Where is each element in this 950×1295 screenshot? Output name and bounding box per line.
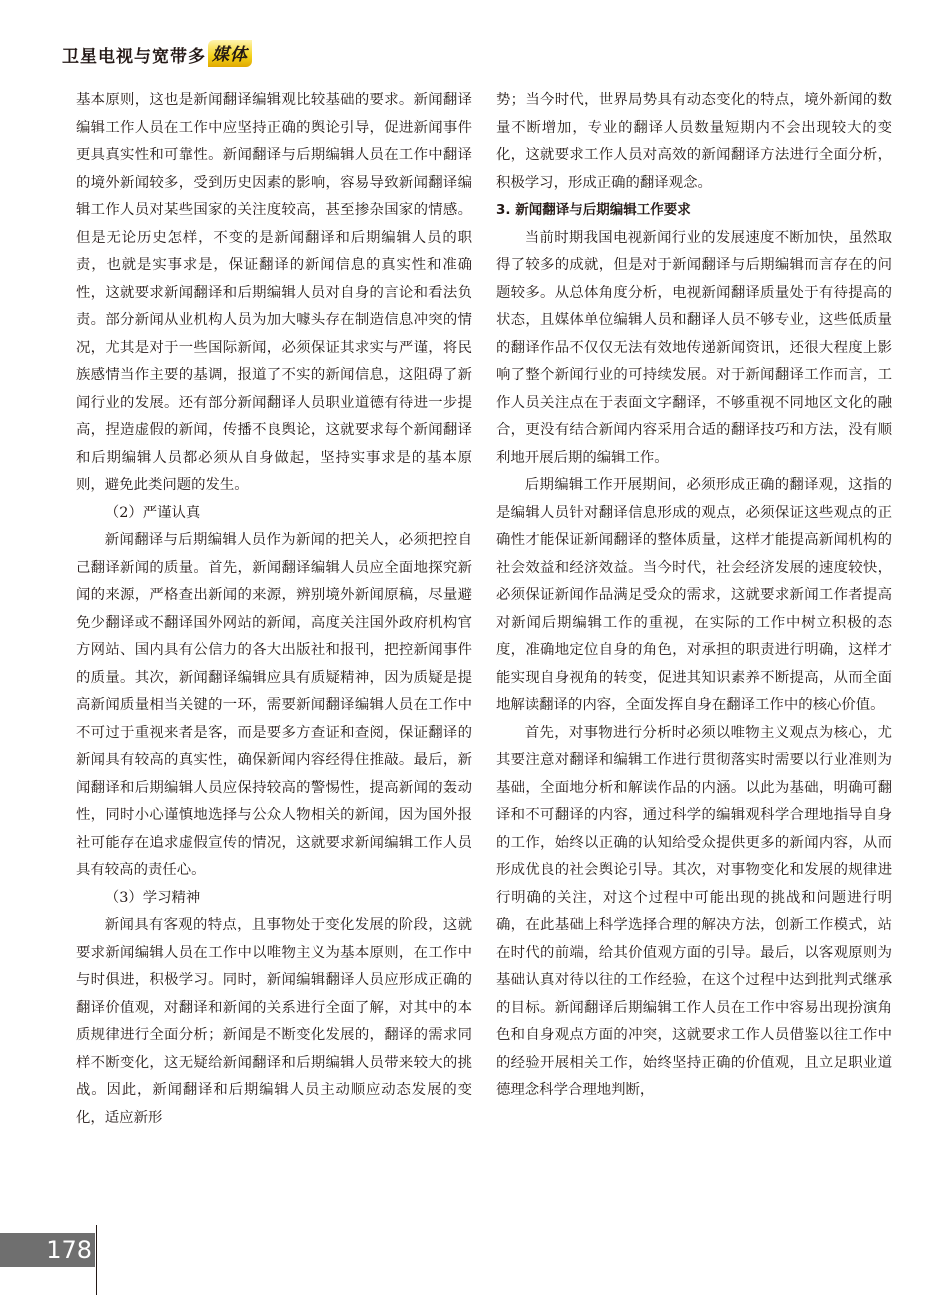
journal-header (62, 40, 252, 67)
journal-title: 卫星电视与宽带多 (62, 47, 206, 67)
left-paragraph-1: 基本原则，这也是新闻翻译编辑观比较基础的要求。新闻翻译编辑工作人员在工作中应坚持正确的舆论引导，促进新闻事件更具真实性和可靠性。新闻翻译与后期编辑人员在工作中翻译的境外新闻较多，受到历史因素的影响，容易导致新闻翻译编辑工作人员对某些国家的关注度较高，甚至掺杂国家的情感。但是无论历史怎样，不变的是新闻翻译和后期编辑人员的职责，也就是实事求是，保证翻译的新闻信息的真实性和准确性，这就要求新闻翻译和后期编辑人员对自身的言论和看法负责。部分新闻从业机构人员为加大噱头存在制造信息冲突的情况，尤其是对于一些国际新闻，必须保证其求实与严谨，将民族感情当作主要的基调，报道了不实的新闻信息，这阻碍了新闻行业的发展。还有部分新闻翻译人员职业道德有待进一步提高，捏造虚假的新闻，传播不良舆论，这就要求每个新闻翻译和后期编辑人员都必须从自身做起，坚持实事求是的基本原则，避免此类问题的发生。 (76, 92, 472, 493)
page-number: 178 (46, 1236, 92, 1264)
left-paragraph-2: 新闻翻译与后期编辑人员作为新闻的把关人，必须把控自己翻译新闻的质量。首先，新闻翻译编辑人员应全面地探究新闻的来源，严格查出新闻的来源，辨别境外新闻原稿，尽量避免少翻译或不翻译国外网站的新闻，高度关注国外政府机构官方网站、国内具有公信力的各大出版社和报刊，把控新闻事件的质量。其次，新闻翻译编辑应具有质疑精神，因为质疑是提高新闻质量相当关键的一环，需要新闻翻译编辑人员在工作中不可过于重视来者是客，而是要多方查证和查阅，保证翻译的新闻具有较高的真实性，确保新闻内容经得住推敲。最后，新闻翻译和后期编辑人员应保持较高的警惕性，提高新闻的轰动性，同时小心谨慎地选择与公众人物相关的新闻，因为国外报社可能存在追求虚假宣传的情况，这就要求新闻编辑工作人员具有较高的责任心。 (76, 532, 472, 878)
page-number-tab (0, 1233, 95, 1267)
left-paragraph-3: 新闻具有客观的特点，且事物处于变化发展的阶段，这就要求新闻编辑人员在工作中以唯物主义为基本原则，在工作中与时俱进，积极学习。同时，新闻编辑翻译人员应形成正确的翻译价值观，对翻译和新闻的关系进行全面了解，对其中的本质规律进行全面分析；新闻是不断变化发展的，翻译的需求同样不断变化，这无疑给新闻翻译和后期编辑人员带来较大的挑战。因此，新闻翻译和后期编辑人员主动顺应动态发展的变化，适应新形 (76, 917, 472, 1126)
right-column (496, 87, 892, 1105)
subheading-rigorous: （2）严谨认真 (104, 504, 201, 521)
margin-divider (96, 1225, 97, 1295)
right-paragraph-1: 势；当今时代，世界局势具有动态变化的特点，境外新闻的数量不断增加，专业的翻译人员数量短期内不会出现较大的变化，这就要求工作人员对高效的新闻翻译方法进行全面分析，积极学习，形成正确的翻译观念。 (496, 92, 892, 191)
right-paragraph-2: 当前时期我国电视新闻行业的发展速度不断加快，虽然取得了较多的成就，但是对于新闻翻译与后期编辑而言存在的问题较多。从总体角度分析，电视新闻翻译质量处于有待提高的状态，且媒体单位编辑人员和翻译人员不够专业，这些低质量的翻译作品不仅仅无法有效地传递新闻资讯，还很大程度上影响了整个新闻行业的可持续发展。对于新闻翻译工作而言，工作人员关注点在于表面文字翻译，不够重视不同地区文化的融合，更没有结合新闻内容采用合适的翻译技巧和方法，没有顺利地开展后期的编辑工作。 (496, 229, 892, 466)
journal-title-accent: 媒体 (208, 40, 252, 67)
section-heading-3: 3. 新闻翻译与后期编辑工作要求 (496, 202, 691, 218)
right-paragraph-4: 首先，对事物进行分析时必须以唯物主义观点为核心，尤其要注意对翻译和编辑工作进行贯彻落实时需要以行业准则为基础，全面地分析和解读作品的内涵。以此为基础，明确可翻译和不可翻译的内容，通过科学的编辑观科学合理地指导自身的工作，始终以正确的认知给受众提供更多的新闻内容，从而形成优良的社会舆论引导。其次，对事物变化和发展的规律进行明确的关注，对这个过程中可能出现的挑战和问题进行明确，在此基础上科学选择合理的解决方法，创新工作模式，站在时代的前端，给其价值观方面的引导。最后，以客观原则为基础认真对待以往的工作经验，在这个过程中达到批判式继承的目标。新闻翻译后期编辑工作人员在工作中容易出现扮演角色和自身观点方面的冲突，这就要求工作人员借鉴以往工作中的经验开展相关工作，始终坚持正确的价值观，且立足职业道德理念科学合理地判断， (496, 724, 892, 1098)
left-column (76, 87, 472, 1132)
right-paragraph-3: 后期编辑工作开展期间，必须形成正确的翻译观，这指的是编辑人员针对翻译信息形成的观点，必须保证这些观点的正确性才能保证新闻翻译的整体质量，这样才能提高新闻机构的社会效益和经济效益。当今时代，社会经济发展的速度较快，必须保证新闻作品满足受众的需求，这就要求新闻工作者提高对新闻后期编辑工作的重视，在实际的工作中树立积极的态度，准确地定位自身的角色，对承担的职责进行明确，这样才能实现自身视角的转变，促进其知识素养不断提高，从而全面地解读翻译的内容，全面发挥自身在翻译工作中的核心价值。 (496, 477, 892, 713)
subheading-learning: （3）学习精神 (104, 889, 201, 906)
